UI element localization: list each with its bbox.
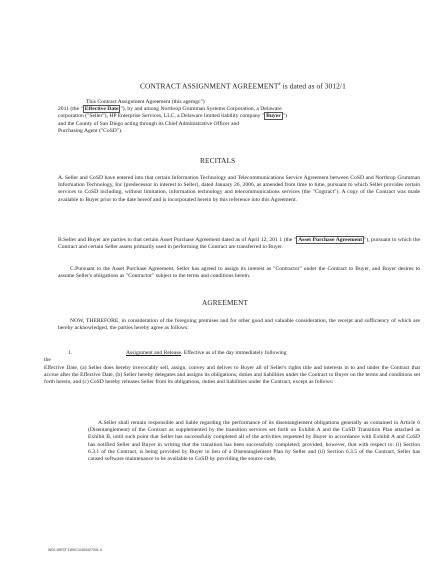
defined-term-asset-purchase-agreement: Asset Purchase Agreement [298,237,363,243]
document-footer-id: W02-WEST:1WKC1\403427031.4 [48,548,102,552]
section-1-subsection-a: A.Seller shall remain responsible and liable regarding the performance of its disentanglement obligations generally as contained in Article 6 (Disentanglement) of the Contract as supplemented by the transition services set forth on Exhibit A and the CoSD Transition Plan attached as Exhibit B, until such point that Seller has successfully completed all of the activities requested by Buyer in accordance with Exhibit A and CoSD has notified Seller and Buyer in writing that the transition has been successfully completed; provided, however, that with respect to: (i) Section 6.3.1 of the Contract, is being provided by Buyer in lieu of a Disentanglement Plan by Seller and (ii) Section 6.3.5 of the Contract, Seller has caused software maintenance to be available to CoSD by providing the source code, [88,420,420,463]
title-text: CONTRACT ASSIGNMENT AGREEMENT [140,81,279,91]
section-1-lead: . Effective as of the day immediately following [181,350,287,356]
title-dated: is dated as of 3012/1 [282,81,346,91]
intro-paragraph [58,99,420,135]
section-1-number: 1. [68,350,73,356]
intro-line-5: Purchasing Agent ("CoSD"). [58,127,123,134]
intro-line-3: corporation ("Seller"), HP Enterprise Services, LLC, a Delaware limited liability company " Buyer ") [58,113,287,120]
defined-term-buyer: Buyer [266,113,281,120]
now-therefore-paragraph: NOW, THEREFORE, in consideration of the foregoing premises and for other good and valuable consideration, the receipt and sufficiency of which are hereby acknowledged, the parties hereby agree as follows: [58,318,420,332]
section-1-the: the [44,357,51,364]
defined-term-effective-date: Effective Date [84,106,119,113]
intro-line-4: and the County of San Diego acting through its Chief Administrative Officer and [58,120,240,127]
title-mark: # [278,81,281,86]
document-title [140,80,346,90]
intro-line-2: 2011 (the " Effective Date "), by and among Northrop Grumman Systems Corporation, a Delaware [58,106,282,113]
recital-a: A. Seller and CoSD have entered into that certain Information Technology and Telecommunications Service Agreement between CoSD and Northrop Grumman Information Technology, Inc (predecessor in interest to Seller), dated January 26, 2006, as amended from time to time, pursuant to which Seller provides certain services to CoSD including, without limitation, information technology and telecommunications services (the "Cogtract"). A copy of the Contract was made available to Buyer prior to the date hereof and is incorporated herein by this reference into this Agreement. [58,175,420,203]
intro-line-1: This Contract Assignment Agreement (this agemgc") [86,99,205,105]
agreement-heading: AGREEMENT [202,299,249,307]
section-1-heading-line [44,350,420,364]
recitals-heading: RECITALS [200,157,236,165]
section-1-title: Assignment and Release [126,350,181,356]
recital-c: C.Pursuant to the Asset Purchase Agreement, Seller has agreed to assign its interest as "Contractor" under the Contract to Buyer, and Buyer desires to assume Seller's obligations as "Contractor" subject to the terms and conditions herein. [58,266,420,280]
section-1-body: Effective Date, (a) Seller does hereby irrevocably sell, assign, convey and deliver to Buyer all of Seller's rights title and interests in to and under the Contract that accrue after the Effective Date, (b) Seller hereby delegates and assigns its obligations, duties and liabilities under the Contract to Buyer on the terms and conditions set forth herein, and (c) CoSD hereby releases Seller from its obligations, duties and liabilities under the Contract, except as follows: [44,365,420,386]
recital-b: B.Seller and Buyer are parties to that certain Asset Purchase Agreement dated as of April 12, 201 1 (the " Asset Purchase Agreement "), pursuant to which the Contract and certain Seller assets primarily used in performing the Contract are transferred to Buyer. [58,237,420,251]
